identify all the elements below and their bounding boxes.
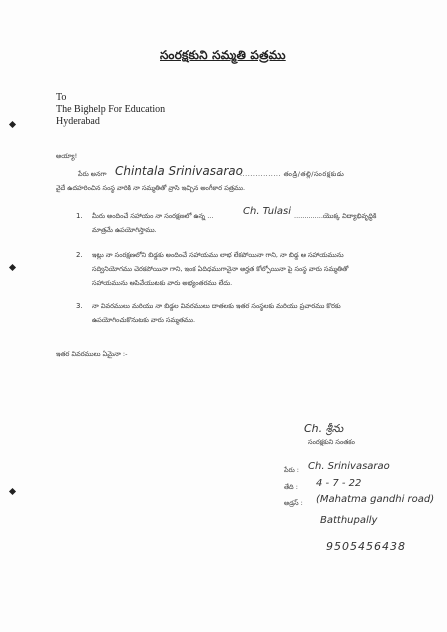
item-2-line2: సద్వినియోగము చెరకపోయినా గాని, ఇంక ఏదిధముగానైనా అర్హత కోల్పోయినా పై సంస్థ వారు సమ్మతితో xyxy=(92,265,349,273)
item-number: 2. xyxy=(76,251,83,259)
address-organization: The Bighelp For Education xyxy=(56,104,166,115)
item-2-line3: సహాయమును ఆపివేయుటకు వారు అభ్యంతరము లేదు. xyxy=(92,279,233,287)
guardian-signature-handwritten: Ch. శ్రీను xyxy=(304,422,344,435)
item-1-line1-suffix: ..............యొక్క విద్యాభివృద్ధికి xyxy=(294,212,377,220)
student-name-handwritten: Ch. Tulasi xyxy=(243,206,292,217)
date-label: తేది : xyxy=(284,483,298,491)
item-1-line1-prefix: మీరు అందించే సహాయం నా సంరక్షణలో ఉన్న ... xyxy=(92,212,214,220)
item-3-line1: నా వివరములు మరియు నా బిడ్డల వివరములు దాతలకు ఇతర సంస్థలకు మరియు ప్రచారము కొరకు xyxy=(92,302,341,310)
name-value-handwritten: Ch. Srinivasarao xyxy=(308,461,390,472)
margin-mark-icon xyxy=(9,488,16,495)
margin-mark-icon xyxy=(9,264,16,271)
intro-line2: వైదే ఉదహరించిన సంస్థ వారికి నా సమ్మతితో వ్రాసి ఇచ్చిన అంగీకార పత్రము. xyxy=(56,184,246,192)
address-city: Hyderabad xyxy=(56,116,100,127)
intro-prefix: పేరు అనగా xyxy=(78,170,107,178)
address-line1-handwritten: (Mahatma gandhi road) xyxy=(316,494,435,505)
item-2-line1: ఇట్లు నా సంరక్షణలోని బిడ్డకు అందించే సహాయము లాభ లేకపోయినా గాని, నా బిడ్డ ఆ సహాయమును xyxy=(92,251,344,259)
guardian-name-handwritten: Chintala Srinivasarao xyxy=(115,164,243,178)
letter-title: సంరక్షకుని సమ్మతి పత్రము xyxy=(160,48,286,62)
address-to: To xyxy=(56,92,67,103)
phone-handwritten: 9505456438 xyxy=(326,540,406,553)
name-label: పేరు : xyxy=(284,466,299,474)
item-1-line2: మాత్రమే ఉపయోగిస్తాము. xyxy=(92,226,157,234)
salutation: అయ్యా! xyxy=(56,152,78,160)
address-line2-handwritten: Batthupally xyxy=(320,515,378,526)
item-number: 3. xyxy=(76,302,83,310)
item-number: 1. xyxy=(76,212,83,220)
item-3-line2: ఉపయోగించుకొనుటకు వారు సమ్మతము. xyxy=(92,316,196,324)
intro-suffix: ................ తండ్రి/తల్లి/సంరక్షకుడు xyxy=(240,170,345,178)
address-label: అడ్రస్ : xyxy=(284,499,303,507)
other-details-label: ఇతర వివరములు ఏమైనా :- xyxy=(56,350,128,358)
date-value-handwritten: 4 - 7 - 22 xyxy=(316,478,362,489)
margin-mark-icon xyxy=(9,121,16,128)
signature-label: సంరక్షకుని సంతకం xyxy=(308,438,355,446)
